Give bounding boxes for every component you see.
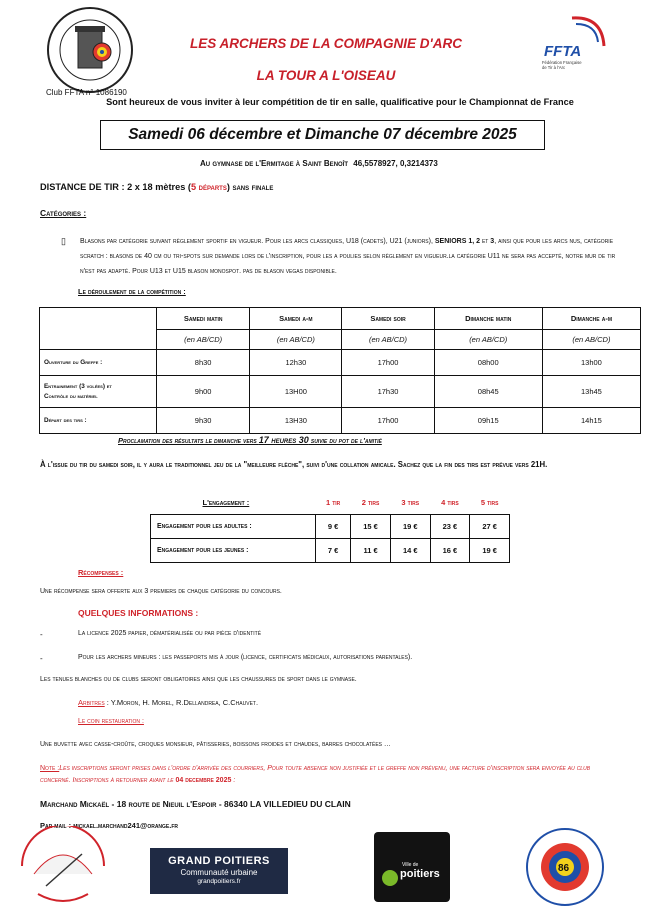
distance-departs: 5 départs <box>190 182 227 192</box>
soiree-text: À l'issue du tir du samedi soir, il y aura le traditionnel jeu de la "meilleure flèche", suivi d'une collation amicale. Sachez que la fin des tirs est prévue vers 21H. <box>40 460 548 469</box>
checkbox-bullet-icon: ▯ <box>61 236 66 246</box>
infos-heading: QUELQUES INFORMATIONS : <box>78 608 199 618</box>
fee-cell: 19 € <box>470 538 510 562</box>
table-row <box>151 514 510 538</box>
schedule-col: Dimanche a-m <box>542 308 640 330</box>
time-cell: 8h30 <box>157 350 250 376</box>
tenues-text: Les tenues blanches ou de clubs seront obligatoires ainsi que les chaussures de sport dans le gymnase. <box>40 676 357 683</box>
contact-mail[interactable]: Par mail : mickael.marchand241@orange.fr <box>40 821 179 830</box>
fee-cell: 7 € <box>316 538 351 562</box>
fees-col: 4 tirs <box>441 498 459 508</box>
fee-cell: 19 € <box>390 514 430 538</box>
fee-cell: 23 € <box>430 514 470 538</box>
time-cell: 14h15 <box>542 408 640 434</box>
time-cell: 13h00 <box>542 350 640 376</box>
fee-cell: 14 € <box>390 538 430 562</box>
note-text: Note :Les inscriptions seront prises dans l'ordre d'arrivée des courriers, Pour toute absence non justifiée et le greffe non prévenu, une facture d'inscription sera envoyée au club concerné. Inscriptions à retourner avant le 04 decembre 2025 : <box>40 765 591 784</box>
schedule-col: Dimanche matin <box>434 308 542 330</box>
fees-col: 3 tirs <box>401 498 420 508</box>
time-cell: 17h00 <box>342 350 434 376</box>
venue-name: Au gymnase de l'Ermitage à Saint Benoît <box>200 159 349 168</box>
poitiers-dot-icon <box>382 870 398 886</box>
fee-cell: 16 € <box>430 538 470 562</box>
title-line-2: LA TOUR A L'OISEAU <box>256 68 396 83</box>
recompenses-text: Une récompense sera offerte aux 3 premiers de chaque catégorie du concours. <box>40 588 282 595</box>
row-label: Départ des tirs : <box>40 408 157 434</box>
schedule-sub: (en AB/CD) <box>342 330 434 350</box>
arbitres-line: Arbitres : Y.Moron, H. Morel, R.Dellandrea, C.Chauvet. <box>78 698 259 707</box>
time-cell: 17h00 <box>342 408 434 434</box>
ffta-logo <box>532 12 610 72</box>
poitiers-logo: poitiers Ville de <box>374 832 450 902</box>
schedule-sub: (en AB/CD) <box>542 330 640 350</box>
fees-col: 5 tirs <box>480 498 499 508</box>
schedule-sub-row <box>40 330 641 350</box>
schedule-col: Samedi soir <box>342 308 434 330</box>
time-cell: 13h45 <box>542 376 640 408</box>
table-row <box>40 376 641 408</box>
time-cell: 09h15 <box>434 408 542 434</box>
list-dash: - <box>40 654 43 663</box>
row-label: Ouverture du Greffe : <box>40 350 157 376</box>
recompenses-heading: Récompenses : <box>78 568 124 577</box>
buvette-text: Une buvette avec casse-croûte, croques monsieur, pâtisseries, boissons froides et chaudes, barres chocolatées … <box>40 741 391 748</box>
distance-line <box>40 182 273 192</box>
schedule-heading: Le déroulement de la compétition : <box>78 287 186 296</box>
schedule-corner <box>40 308 157 330</box>
grand-poitiers-logo: GRAND POITIERS Communauté urbaine grandpoitiers.fr <box>150 848 288 894</box>
time-cell: 9h30 <box>157 408 250 434</box>
schedule-col: Samedi matin <box>157 308 250 330</box>
club-logo <box>42 6 138 94</box>
fee-cell: 9 € <box>316 514 351 538</box>
schedule-corner <box>40 330 157 350</box>
time-cell: 08h00 <box>434 350 542 376</box>
svg-text:FFTA: FFTA <box>544 43 582 60</box>
fees-label: Engagement pour les adultes : <box>151 514 316 538</box>
time-cell: 9h00 <box>157 376 250 408</box>
time-cell: 13H00 <box>250 376 342 408</box>
fees-header-row <box>151 492 510 514</box>
time-cell: 17h30 <box>342 376 434 408</box>
table-row <box>40 408 641 434</box>
proclamation: Proclamation des résultats le dimanche vers 17 heures 30 suivie du pot de l'amitié <box>118 435 382 445</box>
fees-label: Engagement pour les jeunes : <box>151 538 316 562</box>
schedule-sub: (en AB/CD) <box>434 330 542 350</box>
table-row <box>40 350 641 376</box>
svg-text:Fédération Française: Fédération Française <box>542 60 582 65</box>
schedule-sub: (en AB/CD) <box>250 330 342 350</box>
distance-suffix: ) sans finale <box>226 182 274 192</box>
time-cell: 13H30 <box>250 408 342 434</box>
fee-cell: 27 € <box>470 514 510 538</box>
club-number: Club FFTA n° 1086190 <box>46 88 127 97</box>
venue <box>200 159 530 168</box>
svg-text:86: 86 <box>558 863 570 874</box>
row-label: Entrainement (3 volées) et Contrôle du matériel <box>40 376 157 408</box>
event-dates: Samedi 06 décembre et Dimanche 07 décembre 2025 <box>100 120 545 150</box>
invitation-text: Sont heureux de vous inviter à leur compétition de tir en salle, qualificative pour le Championnat de France <box>106 97 574 107</box>
distance-prefix: DISTANCE DE TIR : 2 x 18 mètres ( <box>40 182 191 192</box>
crna-logo <box>14 826 112 908</box>
contact-address: Marchand Mickaël - 18 route de Nieuil l'Espoir - 86340 LA VILLEDIEU DU CLAIN <box>40 799 351 809</box>
schedule-sub: (en AB/CD) <box>157 330 250 350</box>
schedule-col: Samedi a-m <box>250 308 342 330</box>
coin-restauration-heading: Le coin restauration : <box>78 718 144 725</box>
cd-vienne-logo <box>516 826 614 908</box>
list-item: La licence 2025 papier, dématérialisée ou par pièce d'identité <box>78 630 262 637</box>
schedule-table <box>39 307 641 434</box>
fees-table <box>150 492 510 563</box>
time-cell: 08h45 <box>434 376 542 408</box>
fees-col: 2 tirs <box>361 498 380 508</box>
list-item: Pour les archers mineurs : les passeports mis à jour (licence, certificats médicaux, autorisations parentales). <box>78 654 413 661</box>
categories-heading: Catégories : <box>40 208 87 218</box>
svg-text:de Tir à l'Arc: de Tir à l'Arc <box>542 65 566 70</box>
fees-col: 1 tir <box>325 498 341 508</box>
time-cell: 12h30 <box>250 350 342 376</box>
categories-text: Blasons par catégorie suivant règlement sportif en vigueur. Pour les arcs classiques, U18 (cadets), U21 (juniors), SENIORS 1, 2 et 3, ainsi que pour les arcs nus, catégorie scratch : blasons de 40 cm ou tri-spots sur demande lors de l'inscription, pour les a poulies selon règlement en vigueur.la catégorie U11 ne sera pas accepté, notre mur de tir n'est pas adapté. Pour U13 et U15 blason monospot. pas de blason vegas disponible. <box>80 238 616 275</box>
schedule-header-row <box>40 308 641 330</box>
title-line-1: LES ARCHERS DE LA COMPAGNIE D'ARC <box>190 36 462 51</box>
table-row <box>151 538 510 562</box>
fee-cell: 11 € <box>351 538 391 562</box>
fee-cell: 15 € <box>351 514 391 538</box>
list-dash: - <box>40 630 43 639</box>
fees-heading: L'engagement : <box>202 498 250 508</box>
venue-coords: 46,5578927, 0,3214373 <box>353 159 438 168</box>
